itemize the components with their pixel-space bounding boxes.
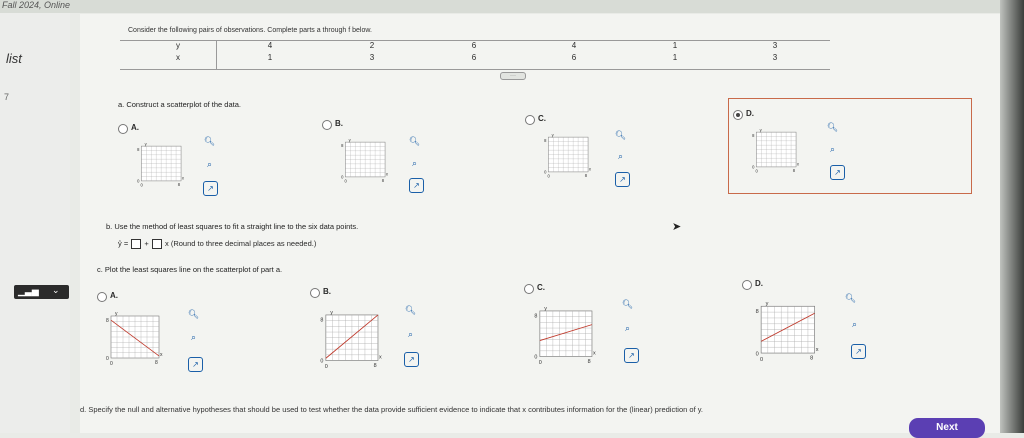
line-graph[interactable] bbox=[315, 301, 391, 381]
x-axis-label: x bbox=[588, 166, 591, 172]
x-max-tick: 8 bbox=[177, 181, 181, 187]
y-axis-label: y bbox=[765, 301, 769, 308]
new-window-icon[interactable]: ↗ bbox=[851, 344, 866, 359]
y-value: 4 bbox=[267, 41, 273, 50]
x-axis-label: x bbox=[379, 354, 382, 361]
radio-button[interactable] bbox=[524, 284, 534, 294]
zoom-in-icon[interactable]: 🔍︎ bbox=[826, 122, 839, 132]
signal-bars-icon: ▁▃▅ bbox=[18, 286, 39, 296]
line-graph[interactable] bbox=[101, 305, 171, 375]
zoom-out-icon[interactable]: ⌕ bbox=[206, 159, 213, 169]
y-max-tick: 8 bbox=[755, 308, 759, 315]
origin-tick: 0 bbox=[538, 360, 542, 367]
y-hat-label: ŷ = bbox=[118, 239, 129, 248]
x-axis-label: x bbox=[385, 171, 388, 177]
radio-button[interactable] bbox=[742, 280, 752, 290]
y-max-tick: 8 bbox=[106, 318, 109, 324]
mouse-cursor-icon: ➤ bbox=[672, 221, 682, 233]
zoom-out-icon[interactable]: ⌕ bbox=[617, 151, 624, 161]
x-value: 6 bbox=[571, 53, 577, 62]
y-axis-label: y bbox=[544, 305, 547, 312]
top-bar bbox=[0, 0, 1024, 13]
scatter-graph[interactable] bbox=[748, 127, 806, 177]
x-value: 3 bbox=[772, 53, 778, 62]
x-axis-label: x bbox=[593, 350, 596, 357]
y-max-tick: 8 bbox=[320, 317, 324, 324]
x-max-tick: 8 bbox=[584, 172, 588, 178]
part-c-label: c. Plot the least squares line on the scatterplot of part a. bbox=[97, 265, 283, 274]
radio-button[interactable] bbox=[118, 124, 128, 134]
x-max-tick: 8 bbox=[810, 355, 814, 362]
zoom-out-icon[interactable]: ⌕ bbox=[407, 329, 414, 339]
y-axis-label: y bbox=[759, 127, 762, 133]
x-max-tick: 8 bbox=[792, 167, 796, 173]
x-value: 1 bbox=[267, 53, 273, 62]
option-letter: A. bbox=[110, 291, 118, 300]
scatter-graph[interactable] bbox=[133, 141, 191, 191]
x-max-tick: 8 bbox=[381, 177, 385, 183]
expand-handle[interactable]: ··· bbox=[500, 72, 526, 80]
origin-tick: 0 bbox=[755, 351, 759, 358]
option-letter: C. bbox=[538, 114, 546, 123]
origin-tick: 0 bbox=[324, 364, 328, 371]
radio-button[interactable] bbox=[97, 292, 107, 302]
radio-button[interactable] bbox=[525, 115, 535, 125]
x-axis-label: x bbox=[181, 175, 184, 181]
y-axis-label: y bbox=[551, 132, 554, 138]
row-label-x: x bbox=[176, 53, 180, 62]
option-letter: C. bbox=[537, 283, 545, 292]
y-value: 3 bbox=[772, 41, 778, 50]
origin-tick: 0 bbox=[534, 354, 538, 361]
next-button[interactable]: Next bbox=[909, 418, 985, 438]
y-axis-label: y bbox=[330, 309, 333, 316]
new-window-icon[interactable]: ↗ bbox=[188, 357, 203, 372]
origin-tick: 0 bbox=[341, 174, 344, 180]
x-axis-label: x bbox=[796, 161, 799, 167]
y-max-tick: 8 bbox=[752, 133, 755, 139]
screen-edge bbox=[1000, 0, 1024, 433]
zoom-in-icon[interactable]: 🔍︎ bbox=[844, 293, 857, 303]
origin-tick: 0 bbox=[344, 178, 347, 184]
regression-equation bbox=[118, 239, 316, 249]
line-graph[interactable] bbox=[750, 293, 828, 373]
chevron-down-icon[interactable]: ⌄ bbox=[52, 285, 60, 295]
option-letter: A. bbox=[131, 123, 139, 132]
origin-tick: 0 bbox=[320, 358, 324, 365]
option-letter: B. bbox=[335, 119, 343, 128]
new-window-icon[interactable]: ↗ bbox=[830, 165, 845, 180]
origin-tick: 0 bbox=[544, 169, 547, 175]
y-axis-label: y bbox=[348, 137, 351, 143]
list-label[interactable]: list bbox=[6, 51, 22, 66]
part-b-label: b. Use the method of least squares to fit a straight line to the six data points. bbox=[106, 222, 359, 231]
slope-input[interactable] bbox=[152, 239, 162, 249]
origin-tick: 0 bbox=[760, 356, 764, 363]
y-max-tick: 8 bbox=[544, 138, 547, 144]
x-var: x bbox=[164, 239, 169, 248]
origin-tick: 0 bbox=[106, 356, 109, 362]
option-letter: B. bbox=[323, 287, 331, 296]
origin-tick: 0 bbox=[110, 361, 113, 367]
zoom-out-icon[interactable]: ⌕ bbox=[829, 144, 836, 154]
option-letter: D. bbox=[755, 279, 763, 288]
left-panel bbox=[0, 13, 70, 433]
part-d-text: d. Specify the null and alternative hypotheses that should be used to test whether the data provide sufficient evidence to indicate that x contributes information for the (linear) prediction of y. bbox=[80, 405, 704, 414]
intercept-input[interactable] bbox=[131, 239, 141, 249]
x-max-tick: 8 bbox=[373, 363, 377, 370]
y-value: 4 bbox=[571, 41, 577, 50]
scatter-graph[interactable] bbox=[337, 137, 395, 187]
zoom-out-icon[interactable]: ⌕ bbox=[624, 323, 631, 333]
zoom-in-icon[interactable]: 🔍︎ bbox=[621, 299, 634, 309]
x-axis-label: x bbox=[815, 346, 819, 353]
zoom-in-icon[interactable]: 🔍︎ bbox=[404, 305, 417, 315]
data-table bbox=[120, 40, 830, 70]
new-window-icon[interactable]: ↗ bbox=[615, 172, 630, 187]
zoom-out-icon[interactable]: ⌕ bbox=[851, 319, 858, 329]
x-max-tick: 8 bbox=[587, 359, 591, 366]
zoom-out-icon[interactable]: ⌕ bbox=[190, 332, 197, 342]
y-axis-label: y bbox=[115, 311, 118, 317]
x-axis-label: x bbox=[160, 352, 163, 358]
y-axis-label: y bbox=[144, 141, 147, 147]
x-value: 6 bbox=[471, 53, 477, 62]
table-row-x bbox=[120, 53, 830, 67]
radio-button-selected[interactable] bbox=[733, 110, 743, 120]
origin-tick: 0 bbox=[755, 168, 758, 174]
row-label-y: y bbox=[176, 41, 180, 50]
origin-tick: 0 bbox=[752, 164, 755, 170]
line-graph[interactable] bbox=[529, 297, 605, 377]
zoom-in-icon[interactable]: 🔍︎ bbox=[408, 136, 421, 146]
y-max-tick: 8 bbox=[137, 147, 140, 153]
option-letter: D. bbox=[746, 109, 754, 118]
x-max-tick: 8 bbox=[155, 360, 158, 366]
y-value: 6 bbox=[471, 41, 477, 50]
y-value: 2 bbox=[369, 41, 375, 50]
origin-tick: 0 bbox=[137, 178, 140, 184]
zoom-in-icon[interactable]: 🔍︎ bbox=[187, 309, 200, 319]
x-value: 1 bbox=[672, 53, 678, 62]
y-max-tick: 8 bbox=[534, 313, 538, 320]
rounding-note: (Round to three decimal places as needed.) bbox=[170, 239, 317, 248]
scatter-graph[interactable] bbox=[540, 132, 598, 182]
part-a-label: a. Construct a scatterplot of the data. bbox=[118, 100, 241, 109]
new-window-icon[interactable]: ↗ bbox=[404, 352, 419, 367]
new-window-icon[interactable]: ↗ bbox=[624, 348, 639, 363]
plus-sign: + bbox=[144, 239, 149, 248]
course-date: Fall 2024, Online bbox=[2, 0, 71, 10]
signal-toolbar[interactable] bbox=[14, 285, 69, 299]
radio-button[interactable] bbox=[322, 120, 332, 130]
x-value: 3 bbox=[369, 53, 375, 62]
y-value: 1 bbox=[672, 41, 678, 50]
new-window-icon[interactable]: ↗ bbox=[203, 181, 218, 196]
radio-button[interactable] bbox=[310, 288, 320, 298]
problem-instructions: Consider the following pairs of observations. Complete parts a through f below. bbox=[128, 27, 372, 34]
zoom-out-icon[interactable]: ⌕ bbox=[411, 158, 418, 168]
new-window-icon[interactable]: ↗ bbox=[409, 178, 424, 193]
question-number: 7 bbox=[4, 92, 10, 102]
origin-tick: 0 bbox=[140, 182, 143, 188]
zoom-in-icon[interactable]: 🔍︎ bbox=[203, 136, 216, 146]
origin-tick: 0 bbox=[547, 173, 550, 179]
zoom-in-icon[interactable]: 🔍︎ bbox=[614, 130, 627, 140]
y-max-tick: 8 bbox=[341, 143, 344, 149]
